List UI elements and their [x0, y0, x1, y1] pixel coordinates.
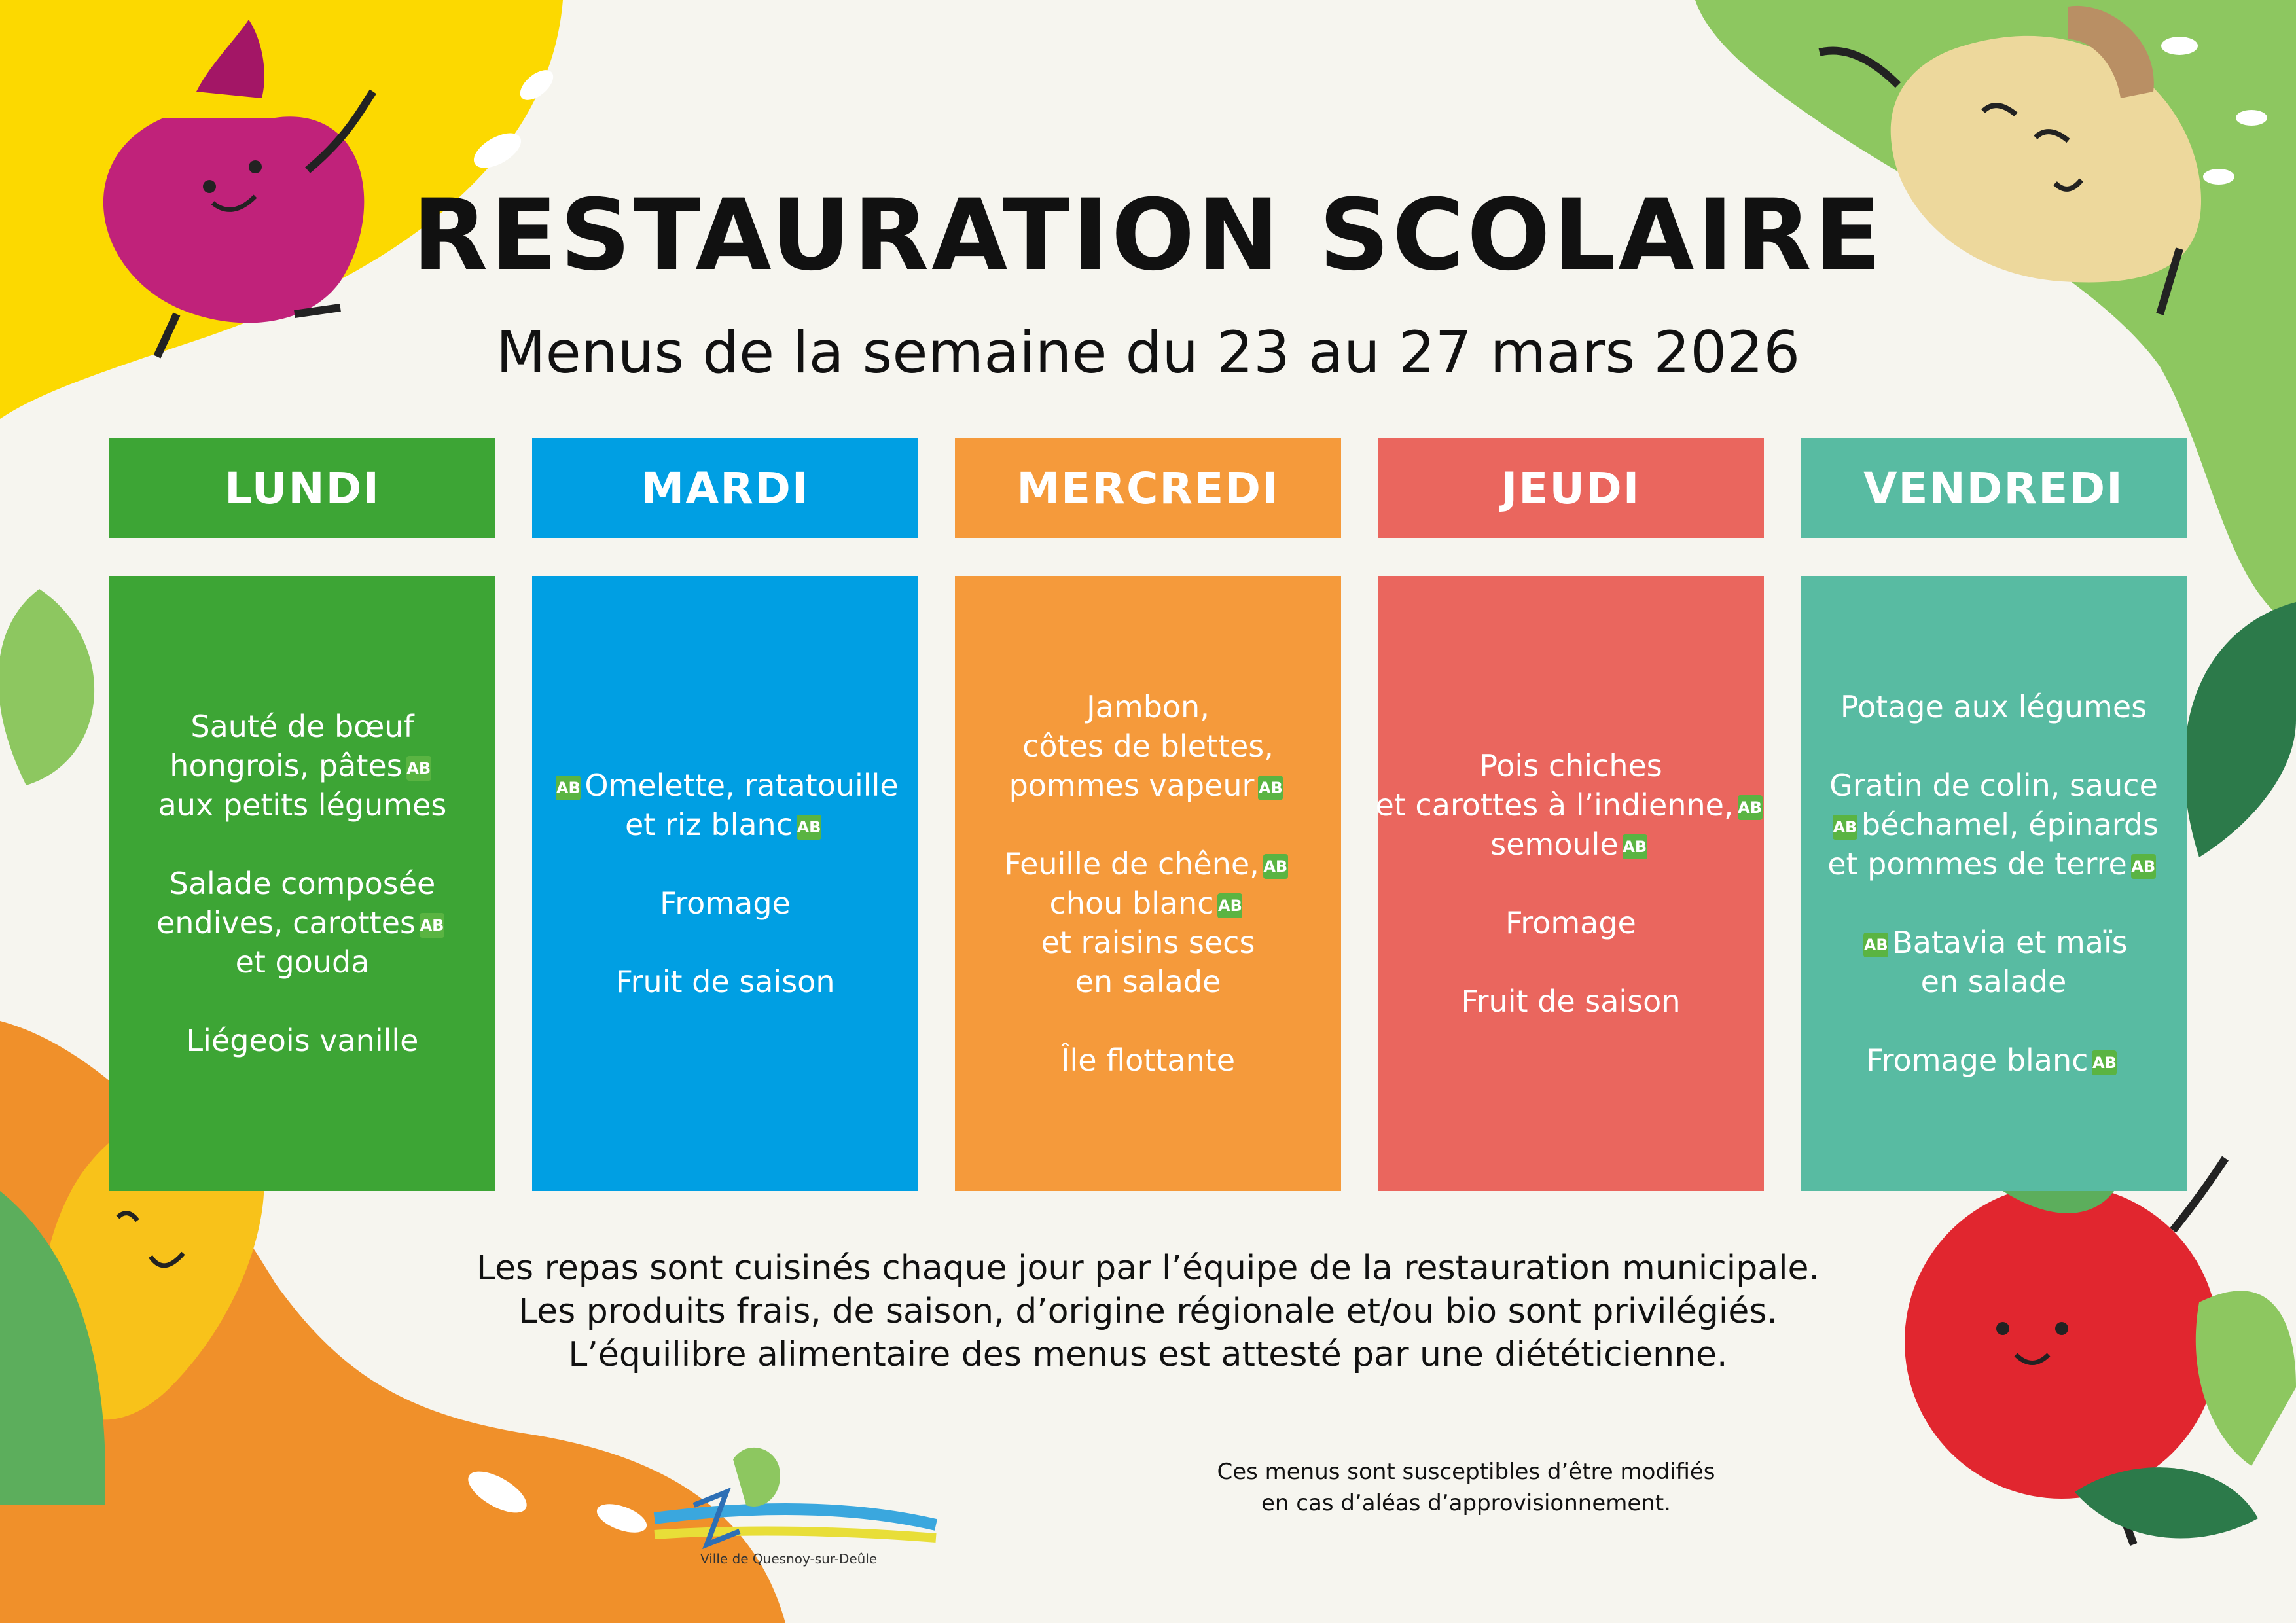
menu-line — [158, 785, 447, 825]
organic-ab-icon: AB — [2092, 1050, 2117, 1075]
menu-vendredi — [1801, 576, 2187, 1191]
menu-line — [1840, 687, 2147, 726]
menu-line-text: pommes vapeur — [1009, 768, 1255, 803]
menu-line — [1009, 726, 1287, 766]
page-subtitle: Menus de la semaine du 23 au 27 mars 2026 — [495, 319, 1801, 386]
menu-line — [552, 766, 898, 805]
leaf-right — [2184, 602, 2296, 857]
menu-line — [1061, 1041, 1235, 1080]
menu-line-text: Gratin de colin, sauce — [1829, 768, 2158, 803]
menu-line — [660, 883, 791, 923]
menu-mercredi — [955, 576, 1341, 1191]
menu-line-text: Jambon, — [1086, 689, 1210, 724]
menu-line — [156, 903, 448, 942]
menu-line — [158, 746, 447, 785]
menu-jeudi — [1375, 576, 1764, 1191]
menu-item — [1004, 844, 1292, 1001]
menu-line — [1004, 923, 1292, 962]
menu-line — [1004, 883, 1292, 923]
menu-item — [1859, 923, 2128, 1001]
menu-line-text: en salade — [1075, 964, 1221, 999]
menu-line-text: chou blanc — [1049, 885, 1214, 921]
menu-item — [1009, 687, 1287, 805]
organic-ab-icon: AB — [556, 776, 581, 800]
menu-line-text: Fromage blanc — [1866, 1043, 2089, 1078]
menu-line-text: et gouda — [235, 944, 370, 980]
note-line: Les repas sont cuisinés chaque jour par l’équipe de la restauration municipale. — [476, 1249, 1820, 1288]
menu-line — [158, 707, 447, 746]
menu-line — [552, 805, 898, 844]
menu-line-text: Pois chiches — [1479, 748, 1662, 783]
menu-line-text: et pommes de terre — [1827, 846, 2127, 882]
menu-item — [156, 864, 448, 982]
menu-lundi — [109, 576, 495, 1191]
organic-ab-icon: AB — [1217, 893, 1242, 918]
note-line: L’équilibre alimentaire des menus est attesté par une diététicienne. — [568, 1335, 1728, 1374]
note-line: Les produits frais, de saison, d’origine régionale et/ou bio sont privilégiés. — [518, 1292, 1778, 1331]
day-header-jeudi: JEUDI — [1378, 438, 1764, 538]
menu-line — [1505, 903, 1636, 942]
info-notes — [0, 1247, 2296, 1376]
organic-ab-icon: AB — [1263, 854, 1288, 879]
day-header-mardi: MARDI — [532, 438, 918, 538]
menu-line-text: en salade — [1920, 964, 2067, 999]
menu-line — [1004, 844, 1292, 883]
menu-line-text: semoule — [1490, 827, 1619, 862]
menu-line — [1462, 982, 1681, 1021]
page-title: RESTAURATION SCOLAIRE — [412, 179, 1884, 293]
menu-item — [1867, 1041, 2121, 1080]
menu-line — [156, 942, 448, 982]
menu-line-text: béchamel, épinards — [1861, 807, 2159, 842]
menu-line-text: et raisins secs — [1041, 925, 1255, 960]
organic-ab-icon: AB — [1833, 815, 1857, 840]
menu-line — [1375, 825, 1766, 864]
city-name: Ville de Quesnoy-sur-Deûle — [700, 1551, 878, 1567]
menu-line — [1859, 923, 2128, 962]
organic-ab-icon: AB — [406, 756, 431, 781]
disclaimer-line: Ces menus sont susceptibles d’être modifiés — [1217, 1459, 1715, 1485]
day-header-vendredi: VENDREDI — [1801, 438, 2187, 538]
menu-line — [1009, 687, 1287, 726]
menu-item — [660, 883, 791, 923]
menu-line — [1859, 962, 2128, 1001]
menu-item — [552, 766, 898, 844]
menu-line — [1375, 785, 1766, 825]
menu-line-text: et riz blanc — [624, 807, 793, 842]
menu-line — [1009, 766, 1287, 805]
menu-line-text: Île flottante — [1060, 1043, 1236, 1078]
menu-line-text: aux petits légumes — [158, 787, 447, 823]
menu-item — [187, 1021, 419, 1060]
menu-item — [1505, 903, 1636, 942]
menu-line-text: hongrois, pâtes — [170, 748, 403, 783]
menu-line-text: Fromage — [1505, 905, 1636, 940]
menu-item — [616, 962, 835, 1001]
day-header-lundi: LUNDI — [109, 438, 495, 538]
organic-ab-icon: AB — [1738, 795, 1763, 820]
menu-line — [1827, 844, 2160, 883]
menu-item — [1061, 1041, 1235, 1080]
leaf-left — [0, 589, 94, 785]
menu-line — [1867, 1041, 2121, 1080]
menu-line — [1375, 746, 1766, 785]
menu-line-text: Sauté de bœuf — [190, 709, 414, 744]
menu-item — [1840, 687, 2147, 726]
disclaimer-line: en cas d’aléas d’approvisionnement. — [1261, 1490, 1671, 1516]
menu-line-text: Omelette, ratatouille — [584, 768, 899, 803]
disclaimer — [1086, 1456, 1846, 1519]
menu-line-text: côtes de blettes, — [1022, 728, 1274, 764]
menu-item — [1827, 766, 2160, 883]
menu-line-text: Fruit de saison — [615, 964, 835, 999]
menu-line-text: Fromage — [660, 885, 791, 921]
menu-line — [156, 864, 448, 903]
organic-ab-icon: AB — [1623, 834, 1647, 859]
menu-line-text: Fruit de saison — [1461, 984, 1681, 1019]
menu-item — [1375, 746, 1766, 864]
menu-line-text: Salade composée — [169, 866, 436, 901]
menu-line-text: Feuille de chêne, — [1004, 846, 1259, 882]
menu-line — [1827, 805, 2160, 844]
menu-line-text: et carottes à l’indienne, — [1375, 787, 1734, 823]
organic-ab-icon: AB — [2131, 854, 2156, 879]
menu-item — [158, 707, 447, 825]
menu-item — [1462, 982, 1681, 1021]
menu-mardi — [532, 576, 918, 1191]
menu-line-text: endives, carottes — [156, 905, 416, 940]
menu-line — [1827, 766, 2160, 805]
menu-line — [1004, 962, 1292, 1001]
menu-line — [187, 1021, 419, 1060]
menu-line-text: Batavia et maïs — [1892, 925, 2128, 960]
organic-ab-icon: AB — [797, 815, 821, 840]
menu-line-text: Liégeois vanille — [186, 1023, 419, 1058]
organic-ab-icon: AB — [1258, 776, 1283, 800]
organic-ab-icon: AB — [420, 913, 444, 938]
day-header-mercredi: MERCREDI — [955, 438, 1341, 538]
organic-ab-icon: AB — [1863, 933, 1888, 957]
menu-line-text: Potage aux légumes — [1840, 689, 2147, 724]
menu-line — [616, 962, 835, 1001]
